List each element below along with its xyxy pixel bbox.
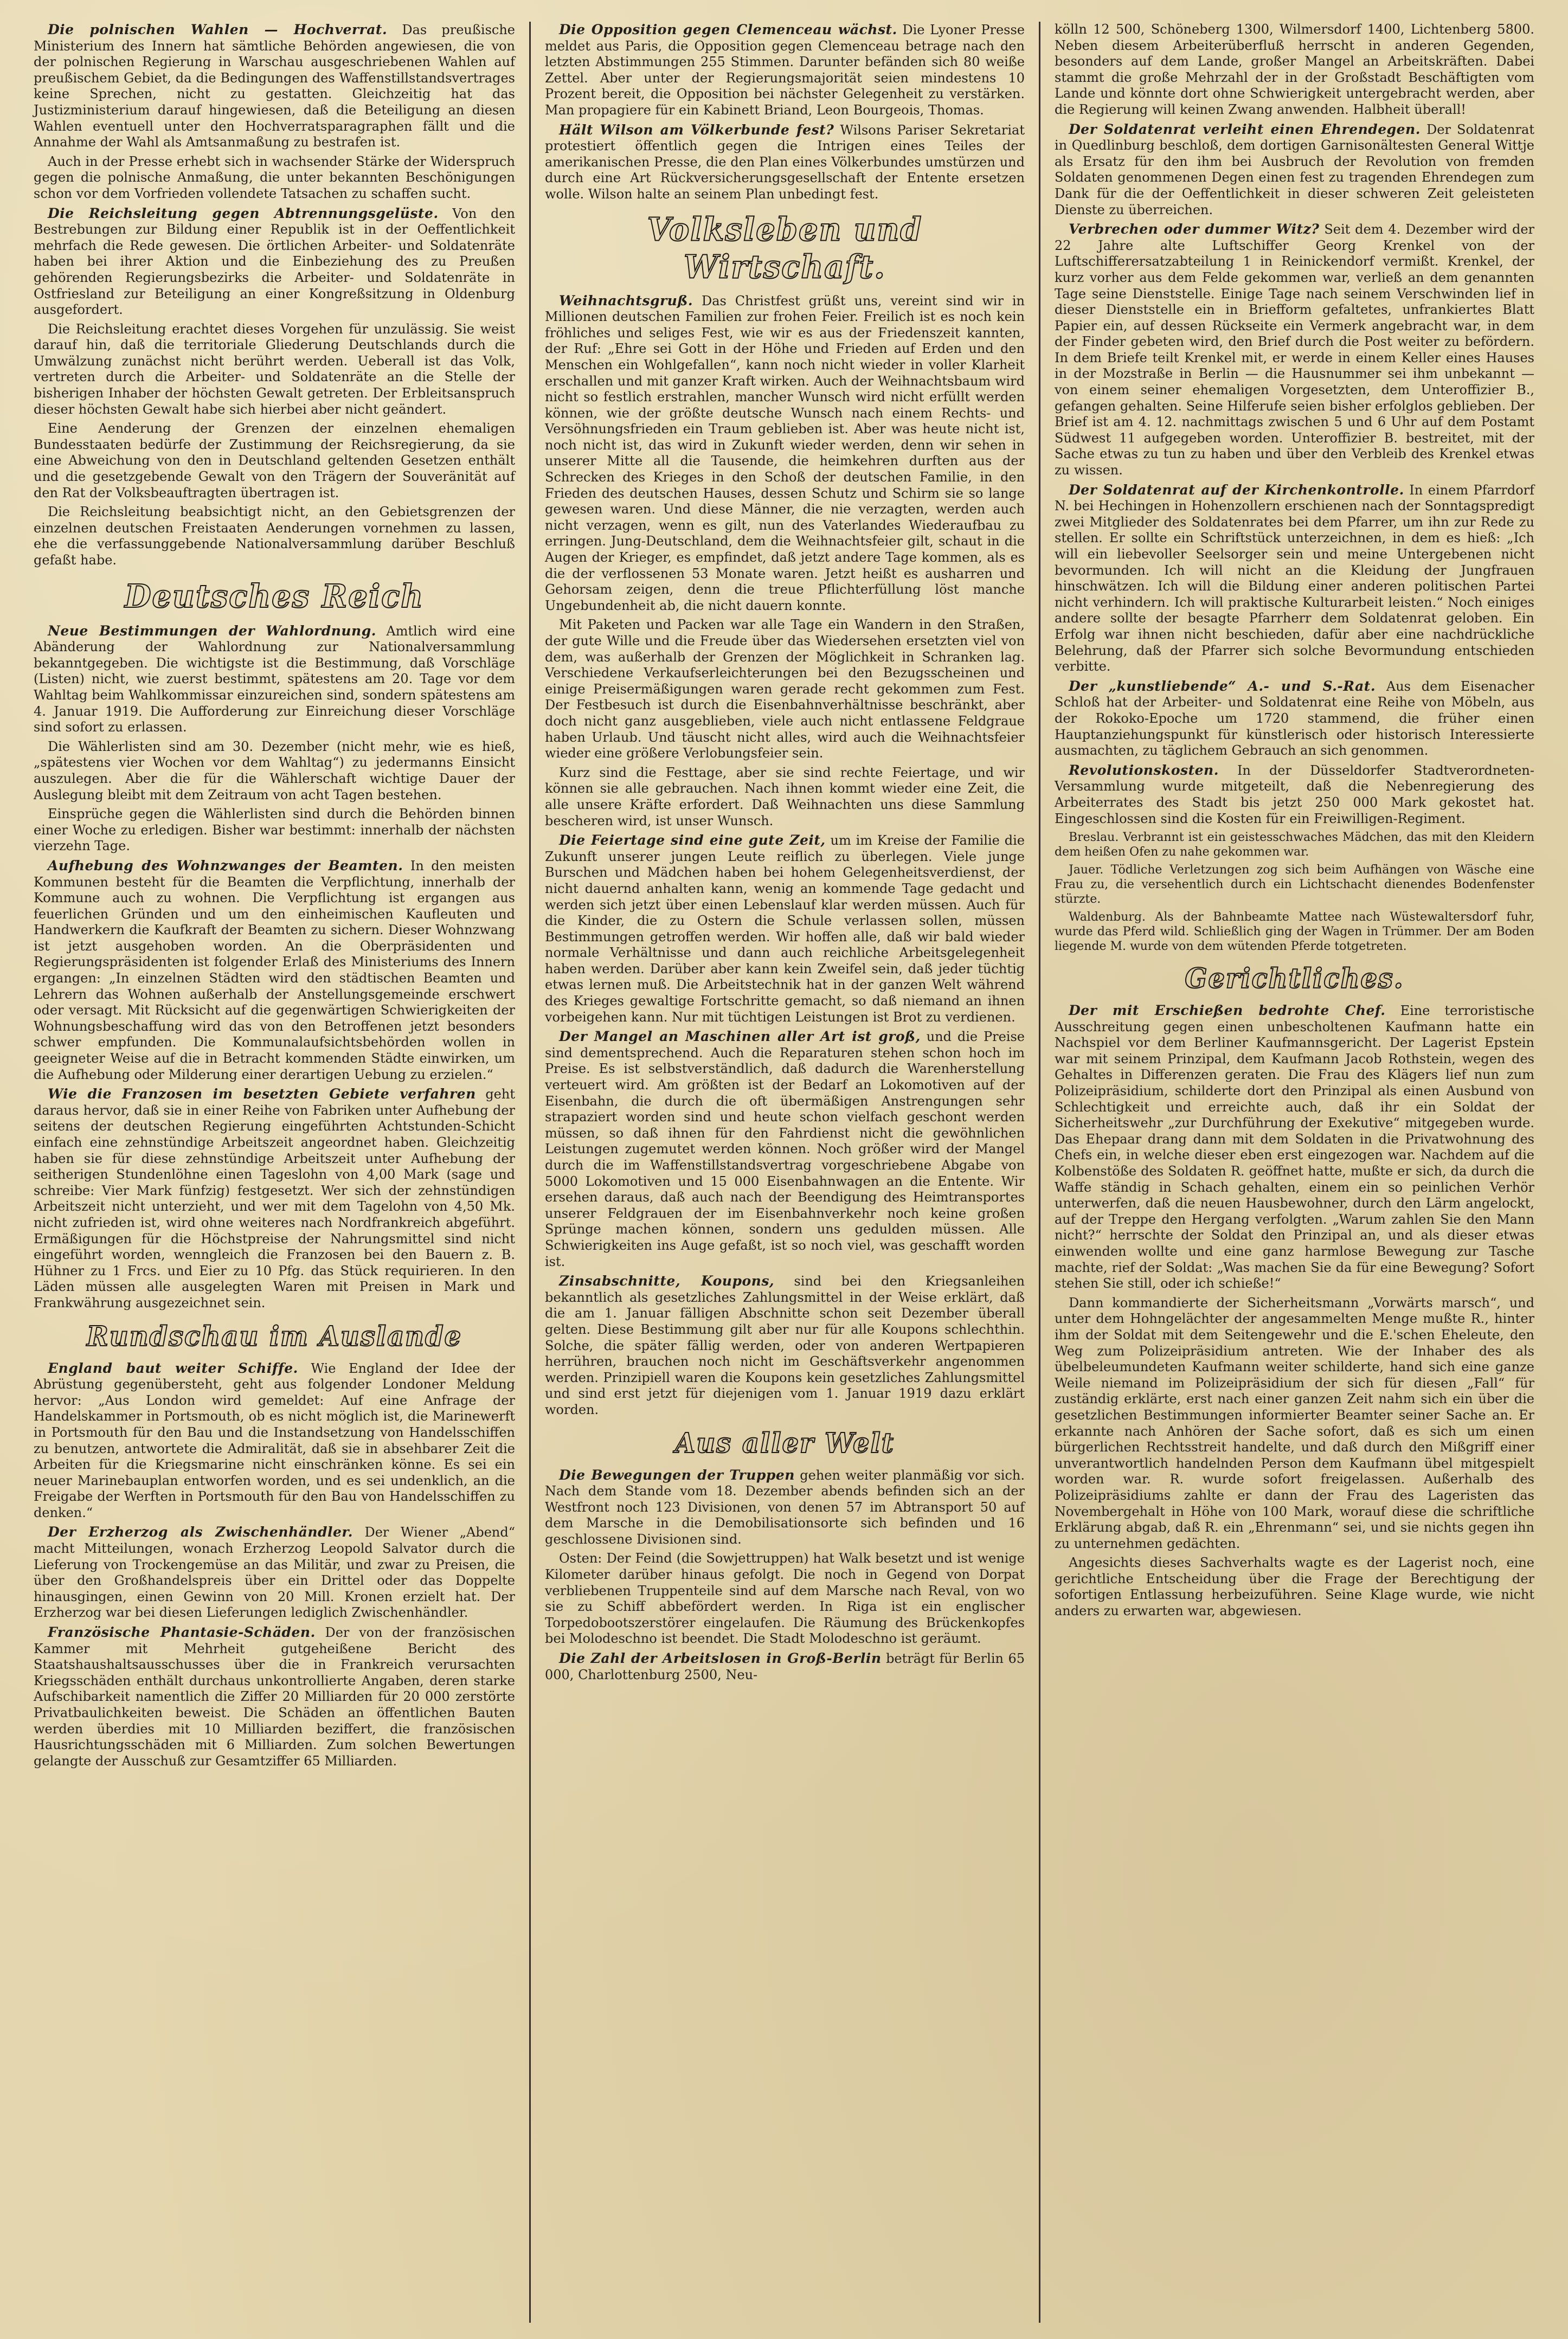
article-body: Wie England der Idee der Abrüstung gegenübersteht, geht aus folgender Londoner Meldung hervor: „Aus London wird gemeldet: Auf eine Anfrage der Handelskammer in Portsmouth, ob es nicht möglich ist, die Marinewerft in Portsmouth für den Bau und die Instandsetzung von Handelsschiffen zu benutzen, antwortete die Admiralität, daß sie in absehbarer Zeit die Arbeiten für die Kriegsmarine nicht einschränken könne. Es sei ein neuer Marinebauplan entworfen worden, und es sei undenklich, an die Freigabe der Werften in Portsmouth für den Bau von Handelsschiffen zu denken.“	[34, 1360, 515, 1520]
article-headline: Die polnischen Wahlen — Hochverrat.	[48, 22, 388, 37]
article-body: In einem Pfarrdorf N. bei Hechingen in Hohenzollern erschienen nach der Sonntagspredigt zwei Mitglieder des Soldatenrates bei dem Pfarrer, um ihn zur Rede zu stellen. Er sollte ein Schriftstück unterzeichnen, in dem es hieß: „Ich will ein liebevoller Seelsorger sein und meine Untergebenen nicht bevormunden. Ich will nicht an die Kleidung der Jungfrauen hinschwätzen. Ich will die Bildung einer anderen politischen Partei nicht verhindern. Ich will praktische Kulturarbeit leisten.“ Noch einiges andere sollte der besagte Pfarrherr dem Soldatenrat geloben. Ein Erfolg war ihnen nicht beschieden, dafür aber eine nachdrückliche Belehrung, daß der Pfarrer sich solche Bevormundung entschieden verbitte.	[1055, 482, 1534, 674]
article-paragraph	[34, 623, 515, 736]
section-heading: Aus aller Welt	[675, 1427, 895, 1459]
article-body: Osten: Der Feind (die Sowjettruppen) hat Walk besetzt und ist wenige Kilometer darüber hinaus gefolgt. Die noch in Gegend von Dorpat verbliebenen Truppenteile sind auf dem Marsche nach Reval, von wo sie zu Schiff abbefördert werden. In Riga ist ein englischer Torpedobootszerstörer eingelaufen. Die Räumung des Brückenkopfes bei Molodeschno ist beendet. Die Stadt Molodeschno ist geräumt.	[545, 1551, 1025, 1647]
article-paragraph	[1055, 910, 1534, 954]
article-paragraph	[1055, 221, 1534, 479]
article-body: Angesichts dieses Sachverhalts wagte es der Lagerist noch, eine gerichtliche Entscheidung über die Frage der Berechtigung der sofortigen Entlassung herbeizuführen. Seine Klage wurde, wie nicht anders zu erwarten war, abgewiesen.	[1055, 1555, 1534, 1619]
article-paragraph	[34, 421, 515, 501]
article-body: Der Wiener „Abend“ macht Mitteilungen, wonach Erzherzog Leopold Salvator durch die Lieferung von Trockengemüse an das Militär, und zwar zu Preisen, die über den Großhandelspreis über ein Drittel oder das Doppelte hinausgingen, einen Gewinn von 20 Mill. Kronen erzielt hat. Der Erzherzog war bei diesen Lieferungen lediglich Zwischenhändler.	[34, 1525, 515, 1621]
article-headline: Hält Wilson am Völkerbunde fest?	[559, 121, 834, 138]
article-body: sind bei den Kriegsanleihen bekanntlich als gesetzliches Zahlungsmittel in der Weise erklärt, daß die am 1. Januar fälligen Abschnitte schon seit Dezember überall gelten. Diese Bestimmung gilt aber nur für alle Koupons schlechthin. Solche, die später fällig werden, oder von anderen Wertpapieren herrühren, brauchen noch nicht im Geschäftsverkehr angenommen werden. Prinzipiell waren die Koupons kein gesetzliches Zahlungsmittel und sind erst jetzt für diejenigen vom 1. Januar 1919 dazu erklärt worden.	[545, 1274, 1025, 1417]
article-paragraph	[545, 1551, 1025, 1647]
article-paragraph	[545, 122, 1025, 203]
article-headline: Die Zahl der Arbeitslosen in Groß-Berlin	[559, 1650, 882, 1667]
article-body: Seit dem 4. Dezember wird der 22 Jahre alte Luftschiffer Georg Krenkel von der Luftschifferersatzabteilung 1 in Reinickendorf vermißt. Krenkel, der kurz vorher aus dem Felde gekommen war, verließ an dem genannten Tage seine Dienststelle. Einige Tage nach seinem Verschwinden lief in dieser Dienststelle ein in Briefform gefaltetes, unfrankiertes Blatt Papier ein, auf dessen Rückseite ein Vermerk angebracht war, in dem der Finder gebeten wird, den Brief durch die Post weiter zu befördern. In dem Briefe teilt Krenkel mit, er werde in einem Keller eines Hauses in der Mozstraße in Berlin — die Hausnummer sei ihm unbekannt — von einem seiner ehemaligen Vorgesetzten, dem Unteroffizier B., gefangen gehalten. Seine Hilferufe seien bisher erfolglos geblieben. Der Brief ist am 4. 12. nachmittags zwischen 5 und 6 Uhr auf dem Postamt Südwest 11 aufgegeben worden. Unteroffizier B. bestreitet, mit der Sache etwas zu tun zu haben und über den Verbleib des Krenkel etwas zu wissen.	[1055, 222, 1534, 478]
article-body: Eine Aenderung der Grenzen der einzelnen ehemaligen Bundesstaaten bedürfe der Zustimmung der Reichsregierung, da sie eine Abweichung von den in Deutschland geltenden Gesetzen enthält und die gesetzgebende Gewalt von den Trägern der Souveränität auf den Rat der Volksbeauftragten übertragen ist.	[34, 421, 515, 500]
article-paragraph	[545, 765, 1025, 829]
article-body: Wilsons Pariser Sekretariat protestiert öffentlich gegen die Intrigen eines Teiles der amerikanischen Presse, die den Plan eines Völkerbundes umstürzen und durch eine Art Rückversicherungsgesellschaft der Entente ersetzen wolle. Wilson halte an seinem Plan unbedingt fest.	[545, 122, 1025, 202]
article-body: In der Düsseldorfer Stadtverordneten-Versammlung wurde mitgeteilt, daß die Nebenregierung des Arbeiterrates des Stadt bis jetzt 250 000 Mark gekostet hat. Eingeschlossen sind die Kosten für ein Freiwilligen-Regiment.	[1055, 762, 1534, 826]
article-body: Einsprüche gegen die Wählerlisten sind durch die Behörden binnen einer Woche zu erledigen. Bisher war bestimmt: innerhalb der nächsten vierzehn Tage.	[34, 806, 515, 854]
article-body: Der Soldatenrat in Quedlinburg beschloß, dem dortigen Garnisonältesten General Wittje als Ersatz für den ihm bei Ausbruch der Revolution von fremden Soldaten genommenen Degen einen fest zu tragenden Ehrendegen zum Dank für die der Oeffentlichkeit in dieser schweren Zeit geleisteten Dienste zu überreichen.	[1055, 121, 1534, 217]
article-paragraph	[1055, 762, 1534, 827]
article-body: um im Kreise der Familie die Zukunft unserer jungen Leute reiflich zu überlegen. Viele junge Burschen und Mädchen haben bei hohem Gelegenheitsverdienst, der nicht dauernd anhalten kann, wenig an kommende Tage gedacht und werden sich jetzt über einen Lebenslauf klar werden müssen. Auch für die Kinder, die zu Ostern die Schule verlassen sollen, müssen Bestimmungen getroffen werden. Wir hoffen alle, daß wir bald wieder normale Verhältnisse und dann auch reichliche Arbeitsgelegenheit haben werden. Darüber aber kann kein Zweifel sein, daß jeder tüchtig etwas lernen muß. Die Arbeitstechnik hat in der ganzen Welt während des Krieges gewaltige Fortschritte gemacht, so daß niemand an ihnen vorbeigehen kann. Nur mit tüchtigen Leistungen ist Brot zu verdienen.	[545, 833, 1025, 1025]
article-body: Waldenburg. Als der Bahnbeamte Mattee nach Wüstewaltersdorf fuhr, wurde das Pferd wild. Schließlich ging der Wagen in Trümmer. Der am Boden liegende M. wurde von dem wütenden Pferde totgetreten.	[1055, 910, 1534, 954]
article-body: Der von der französischen Kammer mit Mehrheit gutgeheißene Bericht des Staatshaushaltsausschusses über die in Frankreich verursachten Kriegsschäden enthält durchaus unkontrollierte Angaben, deren starke Aufschibarkeit namentlich die Ziffer 20 Milliarden für 20 000 zerstörte Privatbaulichkeiten beweist. Die Schäden an öffentlichen Bauten werden überdies mit 10 Milliarden beziffert, die französischen Hausrichtungsschäden mit 6 Milliarden. Zum solchen Bewertungen gelangte der Ausschuß zur Gesamtziffer 65 Milliarden.	[34, 1625, 516, 1769]
article-body: Die Reichsleitung erachtet dieses Vorgehen für unzulässig. Sie weist darauf hin, daß die territoriale Gliederung Deutschlands durch die Umwälzung zunächst nicht berührt werden. Ueberall ist das Volk, vertreten durch die Arbeiter- und Soldatenräte an die Stelle der bisherigen Inhaber der höchsten Gewalt getreten. Der Erbleitsanspruch dieser höchsten Gewalt habe sich hierbei aber nicht geändert.	[34, 321, 515, 417]
article-paragraph	[34, 1086, 515, 1311]
article-body: Auch in der Presse erhebt sich in wachsender Stärke der Widerspruch gegen die polnische Anmaßung, die unter bekannten Beschönigungen schon vor dem Vorfrieden vollendete Tatsachen zu schaffen sucht.	[34, 153, 515, 201]
article-paragraph	[545, 1029, 1025, 1270]
article-body: Eine terroristische Ausschreitung gegen einen unbescholtenen Kaufmann hatte ein Nachspiel vor dem Berliner Kaufmannsgericht. Der Lagerist Epstein war mit seinem Prinzipal, dem Kaufmann Jacob Rothstein, wegen des Gehaltes in Differenzen geraten. Die Frau des Klägers lief nun zum Polizeipräsidium, schilderte dort den Prinzipal als einen Ausbund von Schlechtigkeit und erreichte auch, daß ihr ein Soldat der Sicherheitswehr „zur Durchführung der Exekutive“ mitgegeben wurde. Das Ehepaar drang dann mit dem Soldaten in die Privatwohnung des Chefs ein, in welche dieser eben erst eingezogen war. Nachdem auf die Kolbenstöße des Soldaten R. geöffnet hatte, mußte er sich, da durch die Waffe ständig in Schach gehalten, einem ein so peinlichen Verhör unterwerfen, daß die neuen Hausbewohner, durch den Lärm angelockt, auf der Treppe den Hergang verfolgten. „Warum zahlen Sie den Mann nicht?“ herrschte der Soldat den Prinzipal an, und als dieser etwas einwenden wollte und eine ganz harmlose Bewegung zur Tasche machte, rief der Soldat: „Was machen Sie da für eine Bewegung? Sofort stehen Sie still, oder ich schieße!“	[1055, 1003, 1534, 1291]
column-middle	[529, 22, 1039, 2323]
article-headline: Revolutionskosten.	[1069, 762, 1219, 778]
column-right	[1039, 22, 1548, 2323]
article-paragraph	[34, 1624, 515, 1769]
article-body: Das preußische Ministerium des Innern hat sämtliche Behörden angewiesen, die von der polnischen Regierung in Warschau ausgeschriebenen Wahlen auf preußischem Gebiet, da die Bedingungen des Waffenstillstandsvertrages keine Sprechen, nicht zu gestatten. Gleichzeitig hat das Justizministerium darauf hingewiesen, daß die Beteiligung an diesen Wahlen eventuell unter den Hochverratsparagraphen fällt und die Annahme der Wahl als Amtsanmaßung zu bestrafen ist.	[34, 22, 515, 150]
article-paragraph	[545, 832, 1025, 1025]
article-paragraph	[545, 1650, 1025, 1683]
article-body: kölln 12 500, Schöneberg 1300, Wilmersdorf 1400, Lichtenberg 5800. Neben diesem Arbeiterüberfluß herrscht in anderen Gegenden, besonders auf dem Lande, großer Mangel an Arbeitskräften. Dabei stammt die große Mehrzahl der in der Großstadt Beschäftigten vom Lande und könnte dort ohne Schwierigkeit untergebracht werden, aber die Regierung will keinen Zwang anwenden. Halbheit überall!	[1055, 22, 1534, 117]
column-grid	[20, 22, 1548, 2323]
article-body: Breslau. Verbrannt ist ein geistesschwaches Mädchen, das mit den Kleidern dem heißen Ofen zu nahe gekommen war.	[1055, 831, 1534, 859]
article-body: Mit Paketen und Packen war alle Tage ein Wandern in den Straßen, der gute Wille und die Freude über das Wiedersehen ersetzten viel von dem, was außerhalb der Grenzen der Möglichkeit in Schranken lag. Verschiedene Verkaufserleichterungen bei den Bezugsscheinen und einige Preisermäßigungen waren gerade recht gekommen zum Fest. Der Festbesuch ist durch die Eisenbahnverhältnisse beschränkt, aber doch nicht ganz ausgeblieben, viele auch nicht entlassene Feldgraue haben Urlaub. Und täuscht nicht alles, wird auch die Weihnachtsfeier wieder eine größere Verlobungsfeier sein.	[545, 617, 1025, 761]
article-headline: Der „kunstliebende“ A.- und S.-Rat.	[1069, 678, 1376, 694]
article-headline: Der Mangel an Maschinen aller Art ist groß,	[559, 1029, 921, 1045]
article-paragraph	[34, 1524, 515, 1621]
article-paragraph	[545, 22, 1025, 119]
article-body: und die Preise sind dementsprechend. Auch die Reparaturen stehen schon hoch im Preise. Es ist selbstverständlich, daß dadurch die Warenherstellung verteuert wird. Am größten ist der Bedarf an Lokomotiven auf der Eisenbahn, die durch die oft übermäßigen Anstrengungen sehr strapaziert worden sind und heute schon vielfach geschont werden müssen, so daß ihnen für den Fahrdienst nicht die gewöhnlichen Leistungen zugemutet werden können. Noch größer wird der Mangel durch die im Waffenstillstandsvertrag vorgeschriebene Abgabe von 5000 Lokomotiven und 15 000 Eisenbahnwagen an die Entente. Wir ersehen daraus, daß auch nach der Beendigung des Heimtransportes unserer Feldgrauen der im Eisenbahnverkehr noch keine großen Sprünge machen können, sondern uns gedulden müssen. Alle Schwierigkeiten ins Auge gefaßt, ist so noch viel, was geschafft worden ist.	[545, 1029, 1025, 1269]
article-headline: Die Opposition gegen Clemenceau wächst.	[559, 22, 897, 37]
article-paragraph	[1055, 121, 1534, 219]
article-body: geht daraus hervor, daß sie in einer Reihe von Fabriken unter Aufhebung der seitens der deutschen Regierung eingeführten Achtstunden-Schicht einfach eine zehnstündige Arbeitszeit angeordnet haben. Gleichzeitig haben sie für diese zehnstündige Arbeitszeit unter Aufhebung der seitherigen Stundenlöhne einen Tageslohn von 4,00 Mark (sage und schreibe: Vier Mark fünfzig) festgesetzt. Wer sich der zehnstündigen Arbeitszeit nicht unterzieht, und wer mit dem Tagelohn von 4,50 Mk. nicht zufrieden ist, wird ohne weiteres nach Nordfrankreich abgeführt. Ermäßigungen für die Höchstpreise der Nahrungsmittel sind nicht eingeführt worden, wenngleich die Franzosen bei den Bauern z. B. Hühner zu 1 Frcs. und Eier zu 10 Pfg. das Stück requirieren. In den Läden müssen alle ausgelegten Waren mit Preisen in Mark und Frankwährung ausgezeichnet sein.	[34, 1087, 515, 1310]
article-paragraph	[34, 806, 515, 854]
article-paragraph	[34, 1360, 515, 1521]
article-body: Kurz sind die Festtage, aber sie sind rechte Feiertage, und wir können sie alle gebrauchen. Nach ihnen kommt wieder eine Zeit, die alle unsere Kräfte erfordert. Daß Weihnachten uns diese Sammlung bescheren wird, ist unser Wunsch.	[545, 764, 1025, 828]
article-paragraph	[545, 1467, 1025, 1548]
section-heading: Deutsches Reich	[124, 577, 425, 615]
article-body: gehen weiter planmäßig vor sich. Nach dem Stande vom 18. Dezember abends befinden sich an der Westfront noch 123 Divisionen, von denen 57 im Abtransport 50 auf dem Marsche in die Demobilisationsorte sich befinden und 16 geschlossene Divisionen sind.	[545, 1467, 1025, 1547]
article-body: Von den Bestrebungen zur Bildung einer Republik ist in der Oeffentlichkeit mehrfach die Rede gewesen. Die örtlichen Arbeiter- und Soldatenräte haben bei ihrer Aktion und die Einbeziehung des zu Preußen gehörenden Regierungsbezirks die Arbeiter- und Soldatenräte in Ostfriesland zur Beteiligung an einer Kongreßsitzung in Oldenburg ausgefordert.	[34, 205, 515, 318]
article-paragraph	[1055, 482, 1534, 675]
article-body: Das Christfest grüßt uns, vereint sind wir in Millionen deutschen Familien zur frohen Feier. Freilich ist es noch kein fröhliches und seliges Fest, wie wir es aus der Friedenszeit kannten, der Ruf: „Ehre sei Gott in der Höhe und Frieden auf Erden und den Menschen ein Wohlgefallen“, kann noch nicht wieder in voller Klarheit erschallen und mit ganzer Kraft wirken. Auch der Weihnachtsbaum wird nicht so festlich erstrahlen, mancher Wunsch wird nicht erfüllt werden können, wie der größte deutsche Wunsch nach einem Rechts- und Versöhnungsfrieden ein Traum geblieben ist. Aber was heute nicht ist, noch nicht ist, das wird in Zukunft wieder werden, denn wir sehen in unserer Mitte all die Tausende, die heimkehren durften aus der Schrecken des Krieges in den Schoß der deutschen Familie, in den Frieden des deutschen Hauses, dessen Schutz und Schirm sie so lange gewesen waren. Und diese Männer, die nie verzagten, werden auch nicht verzagen, wenn es gilt, nun des Vaterlandes Wiederaufbau zu erringen. Jung-Deutschland, dem die Weihnachtsfeier gilt, schaut in die Augen der Krieger, es empfindet, daß jetzt andere Tage kommen, als es die der verflossenen 53 Monate waren. Jetzt heißt es ausharren und Gehorsam zeigen, denn die treue Pflichterfüllung löst manche Ungebundenheit ab, die nicht dauern konnte.	[545, 293, 1025, 613]
article-headline: Der Soldatenrat auf der Kirchenkontrolle.	[1069, 481, 1404, 498]
article-body: Jauer. Tödliche Verletzungen zog sich beim Aufhängen von Wäsche eine Frau zu, die versehentlich durch ein Lichtschacht dienendes Bodenfenster stürzte.	[1055, 863, 1534, 907]
article-paragraph	[34, 154, 515, 202]
article-body: beträgt für Berlin 65 000, Charlottenburg 2500, Neu-	[545, 1651, 1025, 1682]
section-heading: Gerichtliches.	[1185, 962, 1404, 995]
article-body: Amtlich wird eine Abänderung der Wahlordnung zur Nationalversammlung bekanntgegeben. Die wichtigste ist die Bestimmung, daß Vorschläge (Listen) nicht, wie zuerst bestimmt, spätestens am 20. Tage vor dem Wahltag beim Wahlkommissar einzureichen sind, sondern spätestens am 4. Januar 1919. Die Aufforderung zur Einreichung dieser Vorschläge sind sofort zu erlassen.	[34, 623, 515, 735]
article-body: Die Reichsleitung beabsichtigt nicht, an den Gebietsgrenzen der einzelnen deutschen Freistaaten Aenderungen vornehmen zu lassen, ehe die verfassunggebende Nationalversammlung darüber Beschluß gefaßt habe.	[34, 504, 515, 568]
article-paragraph	[34, 22, 515, 151]
article-body: Die Wählerlisten sind am 30. Dezember (nicht mehr, wie es hieß, „spätestens vier Wochen vor dem Wahltag“) zu jedermanns Einsicht auszulegen. Aber die für die Wählerschaft wichtige Dauer der Auslegung bleibt mit dem Zeitraum von acht Tagen bestehen.	[34, 738, 515, 802]
article-headline: Der Soldatenrat verleiht einen Ehrendegen.	[1069, 121, 1421, 137]
article-paragraph	[34, 205, 515, 318]
article-paragraph	[545, 1273, 1025, 1418]
article-headline: Zinsabschnitte, Koupons,	[559, 1273, 775, 1289]
article-headline: Die Reichsleitung gegen Abtrennungsgelüste.	[48, 205, 439, 221]
article-headline: Verbrechen oder dummer Witz?	[1069, 221, 1320, 237]
article-paragraph	[1055, 22, 1534, 118]
article-paragraph	[34, 322, 515, 418]
article-headline: Der mit Erschießen bedrohte Chef.	[1069, 1003, 1386, 1019]
column-left	[20, 22, 529, 2323]
article-body: Aus dem Eisenacher Schloß hat der Arbeiter- und Soldatenrat eine Reihe von Möbeln, aus der Rokoko-Epoche um 1720 stammend, die früher einen Hauptanziehungspunkt für künstlerisch oder historisch Interessierte ausmachten, zu täglichem Gebrauch an sich genommen.	[1055, 678, 1534, 759]
section-heading: Volksleben und Wirtschaft.	[647, 210, 923, 286]
article-paragraph	[545, 617, 1025, 761]
article-headline: Weihnachtsgruß.	[559, 292, 693, 309]
article-headline: Wie die Franzosen im besetzten Gebiete verfahren	[48, 1086, 476, 1102]
article-body: Dann kommandierte der Sicherheitsmann „Vorwärts marsch“, und unter dem Hohngelächter der angesammelten Menge mußte R., hinter ihm der Soldat mit dem Seitengewehr und die E.'schen Eheleute, den Weg zum Polizeipräsidium antreten. Wie der Inhaber des als übelbeleumundeten Kaufmann weiter schilderte, hand sich eine ganze Weile niemand im Polizeipräsidium der sich für diesen „Fall“ für zuständig erklärte, erst nach einer ganzen Zeit nahm sich ein über die gesetzlichen Bestimmungen informierter Beamter seiner Sache an. Er erkannte nach Anhören der Sache sofort, daß es sich um einen bürgerlichen Rechtsstreit handelte, und daß durch den Mißgriff einer unverantwortlich handelnden Person dem Kaufmann übel mitgespielt worden war. R. wurde sofort freigelassen. Außerhalb des Polizeipräsidiums zahlte er dann der Frau des Lageristen das Novembergehalt in Höhe von 100 Mark, worauf diese die schriftliche Erklärung abgab, daß R. ein „Ehrenmann“ sei, und sie nichts gegen ihn zu unternehmen gedächten.	[1055, 1295, 1534, 1551]
article-paragraph	[34, 858, 515, 1083]
article-paragraph	[1055, 1003, 1534, 1292]
article-paragraph	[1055, 830, 1534, 859]
article-headline: Französische Phantasie-Schäden.	[48, 1624, 316, 1641]
article-paragraph	[34, 504, 515, 568]
article-body: Die Lyoner Presse meldet aus Paris, die Opposition gegen Clemenceau betrage nach den letzten Abstimmungen 255 Stimmen. Darunter befänden sich 80 weiße Zettel. Aber unter der Regierungsmajorität seien mindestens 10 Prozent bereit, die Opposition bei nächster Gelegenheit zu verstärken. Man propagiere für ein Kabinett Briand, Leon Bourgeois, Thomas.	[545, 22, 1025, 118]
article-headline: Der Erzherzog als Zwischenhändler.	[48, 1524, 353, 1540]
article-paragraph	[1055, 1555, 1534, 1619]
article-paragraph	[1055, 863, 1534, 907]
section-heading: Rundschau im Auslande	[86, 1320, 462, 1352]
article-headline: England baut weiter Schiffe.	[48, 1360, 298, 1376]
article-paragraph	[545, 293, 1025, 614]
article-body: In den meisten Kommunen besteht für die Beamten die Verpflichtung, innerhalb der Kommune auch zu wohnen. Die Verpflichtung ist ergangen aus feuerlichen Gründen und um den einheimischen Kaufleuten und Handwerkern die Kaufkraft der Beamten zu sichern. Dieser Wohnzwang ist jetzt ausgehoben worden. An die Oberpräsidenten und Regierungspräsidenten ist folgender Erlaß des Ministeriums des Innern ergangen: „In einzelnen Städten wird den städtischen Beamten und Lehrern das Wohnen außerhalb der Anstellungsgemeinde erschwert oder versagt. Mit Rücksicht auf die gegenwärtigen Schwierigkeiten der Wohnungsbeschaffung wird das von den Betroffenen jetzt besonders schwer empfunden. Die Kommunalaufsichtsbehörden wollen in geeigneter Weise auf die in Betracht kommenden Städte einwirken, um die Aufhebung oder Milderung einer derartigen Uebung zu erzielen.“	[34, 858, 515, 1082]
article-headline: Aufhebung des Wohnzwanges der Beamten.	[48, 857, 403, 873]
article-paragraph	[1055, 1295, 1534, 1552]
article-headline: Neue Bestimmungen der Wahlordnung.	[48, 622, 376, 639]
article-paragraph	[34, 739, 515, 803]
article-paragraph	[1055, 678, 1534, 759]
article-headline: Die Feiertage sind eine gute Zeit,	[559, 832, 826, 849]
article-headline: Die Bewegungen der Truppen	[559, 1467, 795, 1483]
